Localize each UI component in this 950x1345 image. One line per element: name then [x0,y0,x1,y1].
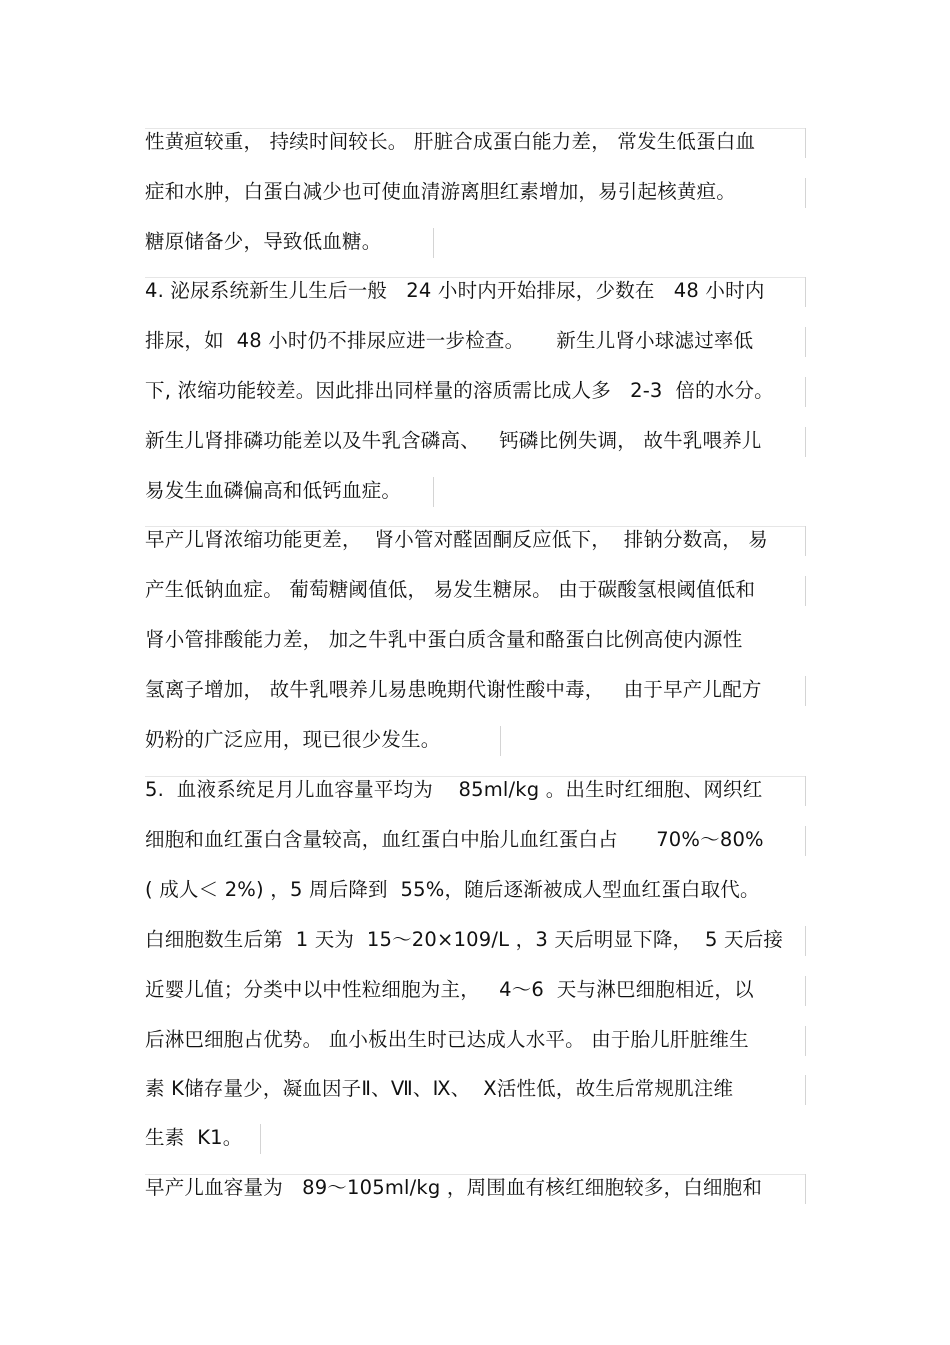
table-border [805,1174,806,1204]
text-line: 近婴儿值；分类中以中性粒细胞为主， 4～6 天与淋巴细胞相近，以 [145,978,754,1001]
table-border [805,926,806,956]
table-border [805,178,806,208]
table-border [805,576,806,606]
table-border [433,477,434,507]
text-line: 奶粉的广泛应用，现已很少发生。 [145,728,441,751]
text-line: 早产儿肾浓缩功能更差， 肾小管对醛固酮反应低下， 排钠分数高， 易 [145,528,768,551]
table-border [805,327,806,357]
table-border [805,826,806,856]
table-border [805,776,806,806]
text-line: 素 K储存量少，凝血因子Ⅱ、Ⅶ、Ⅸ、 X活性低，故生后常规肌注维 [145,1077,734,1100]
text-line: 白细胞数生后第 1 天为 15～20×109/L ，3 天后明显下降， 5 天后接 [145,928,784,951]
text-line: 氢离子增加， 故牛乳喂养儿易患晚期代谢性酸中毒， 由于早产儿配方 [145,678,762,701]
text-line: 下, 浓缩功能较差。因此排出同样量的溶质需比成人多 2-3 倍的水分。 [145,379,774,402]
text-line: 细胞和血红蛋白含量较高，血红蛋白中胎儿血红蛋白占 70%～80% [145,828,764,851]
table-border [805,1075,806,1105]
text-line: 性黄疸较重， 持续时间较长。 肝脏合成蛋白能力差， 常发生低蛋白血 [145,130,756,153]
text-line: 易发生血磷偏高和低钙血症。 [145,479,402,502]
text-line: 糖原储备少，导致低血糖。 [145,230,382,253]
text-line: 早产儿血容量为 89～105ml/kg ，周围血有核红细胞较多，白细胞和 [145,1176,763,1199]
text-line: 排尿，如 48 小时仍不排尿应进一步检查。 新生儿肾小球滤过率低 [145,329,754,352]
text-line: 4. 泌尿系统新生儿生后一般 24 小时内开始排尿，少数在 48 小时内 [145,279,765,302]
text-line: 肾小管排酸能力差， 加之牛乳中蛋白质含量和酪蛋白比例高使内源性 [145,628,743,651]
table-border [805,377,806,407]
text-line: 新生儿肾排磷功能差以及牛乳含磷高、 钙磷比例失调， 故牛乳喂养儿 [145,429,762,452]
table-border [805,427,806,457]
table-border [805,1026,806,1056]
table-border [805,976,806,1006]
text-line: 产生低钠血症。 葡萄糖阈值低， 易发生糖尿。 由于碳酸氢根阈值低和 [145,578,756,601]
table-border [805,676,806,706]
text-line: 5. 血液系统足月儿血容量平均为 85ml/kg 。出生时红细胞、网织红 [145,778,763,801]
text-line: 症和水肿，白蛋白减少也可使血清游离胆红素增加，易引起核黄疸。 [145,180,737,203]
table-border [805,526,806,556]
text-line: 后淋巴细胞占优势。 血小板出生时已达成人水平。 由于胎儿肝脏维生 [145,1028,749,1051]
table-border [805,128,806,158]
table-border [805,277,806,307]
text-line: 生素 K1。 [145,1126,243,1149]
table-border [260,1124,261,1154]
text-line: ( 成人＜ 2%) ，5 周后降到 55%，随后逐渐被成人型血红蛋白取代。 [145,878,760,901]
table-border [433,228,434,258]
table-border [500,726,501,756]
